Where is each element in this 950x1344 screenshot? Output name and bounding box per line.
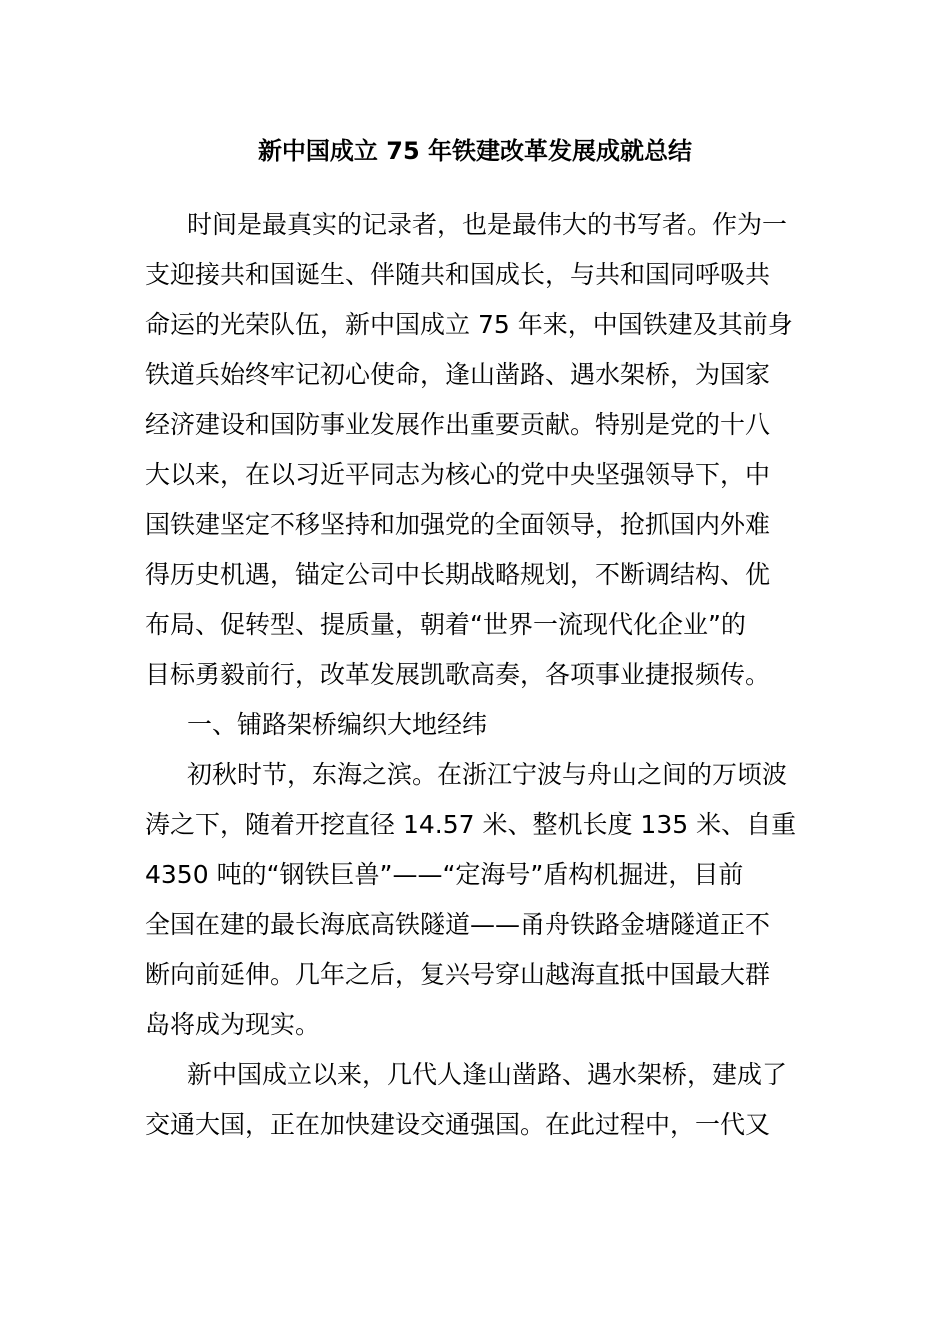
paragraph-line: 新中国成立以来，几代人逢山凿路、遇水架桥，建成了 bbox=[187, 1060, 788, 1089]
paragraph-line: 命运的光荣队伍，新中国成立 75 年来，中国铁建及其前身 bbox=[145, 310, 793, 339]
paragraph-line: 全国在建的最长海底高铁隧道——甬舟铁路金塘隧道正不 bbox=[145, 910, 771, 939]
paragraph-line: 得历史机遇，锚定公司中长期战略规划，不断调结构、优 bbox=[145, 560, 771, 589]
paragraph-line: 交通大国，正在加快建设交通强国。在此过程中，一代又 bbox=[145, 1110, 771, 1139]
paragraph-line: 目标勇毅前行，改革发展凯歌高奏，各项事业捷报频传。 bbox=[145, 660, 771, 689]
paragraph-line: 经济建设和国防事业发展作出重要贡献。特别是党的十八 bbox=[145, 410, 771, 439]
document-title: 新中国成立 75 年铁建改革发展成就总结 bbox=[257, 137, 693, 165]
paragraph-line: 断向前延伸。几年之后，复兴号穿山越海直抵中国最大群 bbox=[145, 960, 771, 989]
paragraph-line: 支迎接共和国诞生、伴随共和国成长，与共和国同呼吸共 bbox=[145, 260, 771, 289]
paragraph-line: 涛之下，随着开挖直径 14.57 米、整机长度 135 米、自重 bbox=[145, 810, 797, 839]
section-heading: 一、铺路架桥编织大地经纬 bbox=[187, 710, 488, 739]
document-body bbox=[145, 200, 810, 1150]
paragraph-line: 初秋时节，东海之滨。在浙江宁波与舟山之间的万顷波 bbox=[187, 760, 788, 789]
paragraph-line: 4350 吨的“钢铁巨兽”——“定海号”盾构机掘进，目前 bbox=[145, 860, 744, 889]
paragraph-line: 布局、促转型、提质量，朝着“世界一流现代化企业”的 bbox=[145, 610, 746, 639]
paragraph-line: 国铁建坚定不移坚持和加强党的全面领导，抢抓国内外难 bbox=[145, 510, 771, 539]
paragraph-line: 时间是最真实的记录者，也是最伟大的书写者。作为一 bbox=[187, 210, 788, 239]
paragraph-line: 岛将成为现实。 bbox=[145, 1010, 321, 1039]
paragraph-line: 铁道兵始终牢记初心使命，逢山凿路、遇水架桥，为国家 bbox=[145, 360, 771, 389]
paragraph-line: 大以来，在以习近平同志为核心的党中央坚强领导下，中 bbox=[145, 460, 771, 489]
